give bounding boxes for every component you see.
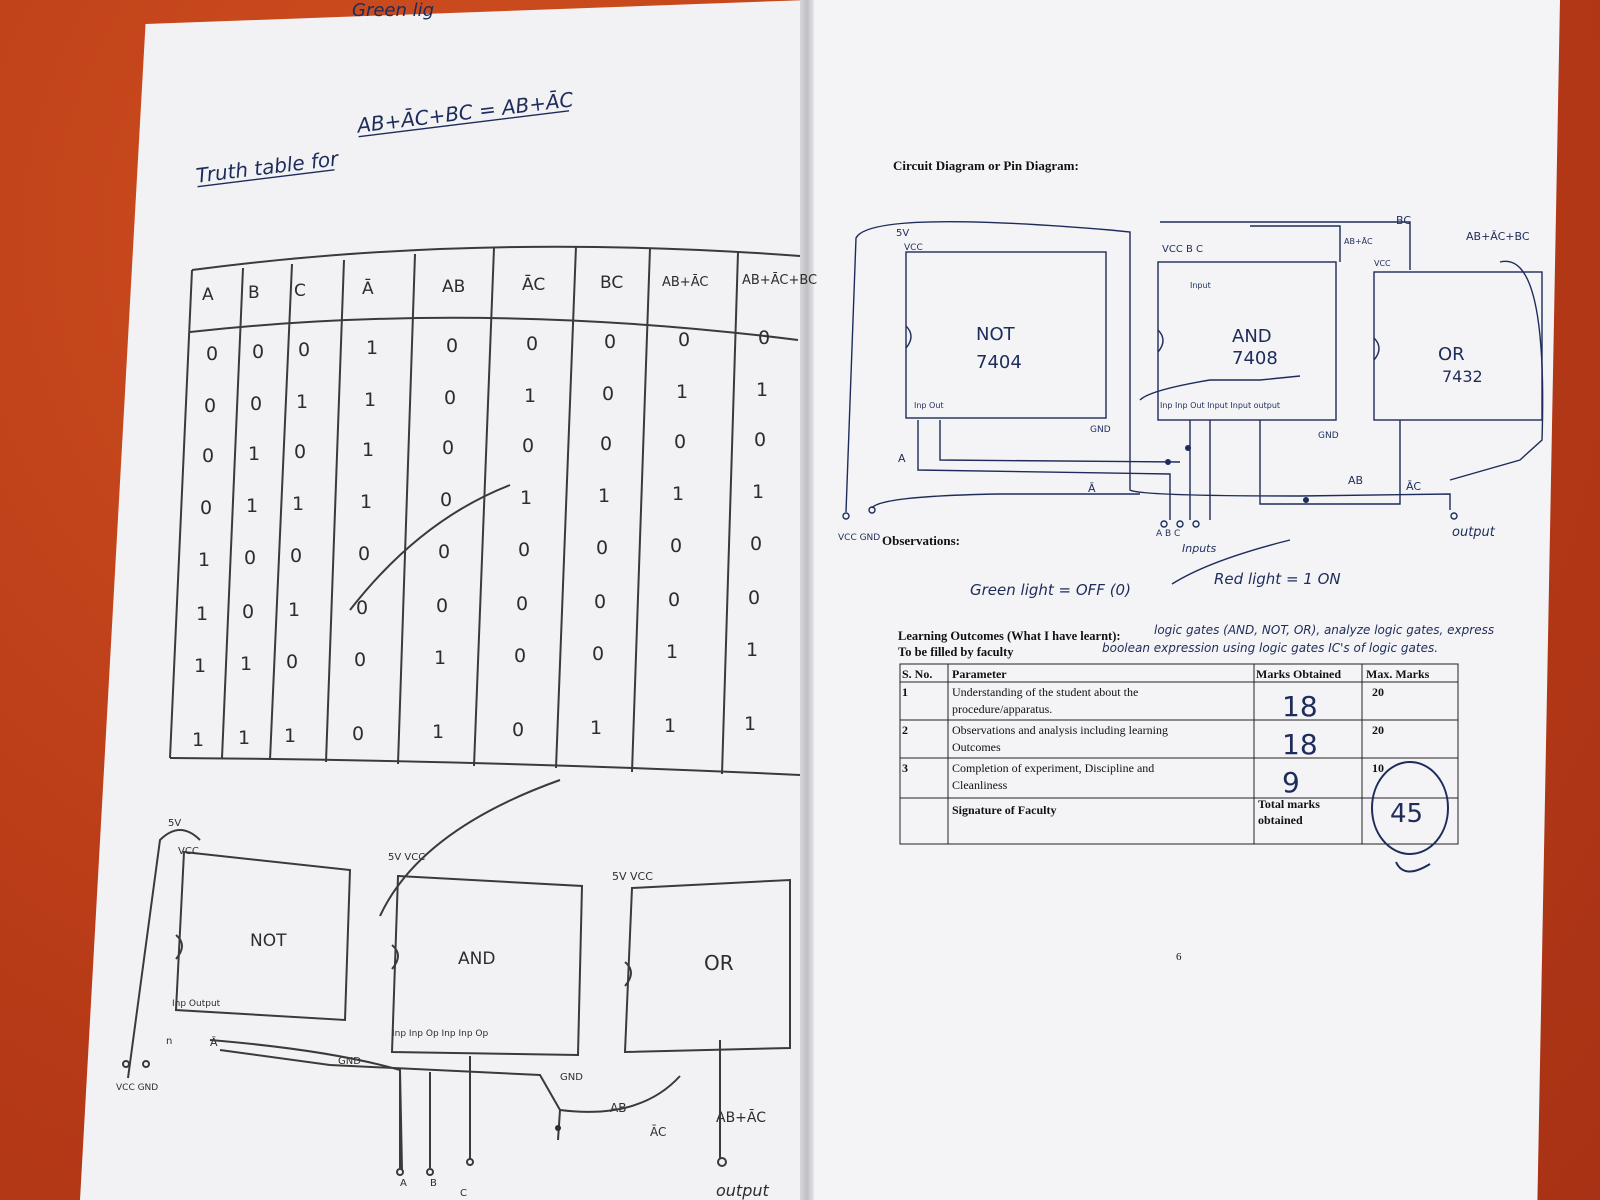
marks-row-param: Cleanliness — [952, 778, 1008, 792]
right-abc: A B C — [1156, 529, 1181, 539]
marks-table-header: S. No. — [902, 667, 933, 681]
red-light-observation: Red light = 1 ON — [1214, 570, 1341, 588]
left-and-vcc: 5V VCC — [388, 852, 426, 863]
left-not-label: NOT — [250, 931, 287, 951]
right-and-pins: Inp Inp Out Input Input output — [1160, 401, 1281, 410]
truth-table-heading — [191, 87, 578, 187]
truth-table-cell: 1 — [284, 725, 297, 747]
left-vcc-gnd: VCC GND — [116, 1083, 159, 1093]
left-ab: AB — [610, 1101, 627, 1115]
and-ic-number: 7408 — [1232, 348, 1278, 369]
or-ic-label: OR — [1438, 344, 1465, 365]
right-not-pins: Inp Out — [914, 401, 944, 410]
truth-table-cell: 0 — [442, 437, 455, 459]
truth-table-cell: 0 — [358, 543, 371, 565]
truth-table-cell: 1 — [296, 391, 309, 413]
truth-table-cell: 0 — [514, 645, 527, 667]
marks-row-max: 10 — [1372, 761, 1384, 775]
truth-table-cell: 1 — [744, 713, 757, 735]
right-output: output — [1452, 525, 1495, 540]
left-ac: ĀC — [650, 1125, 667, 1139]
left-n-mark: n — [166, 1036, 173, 1047]
truth-table-cell: 0 — [674, 431, 687, 453]
right-ab-ac-bc: AB+ĀC+BC — [1466, 230, 1530, 243]
truth-table-cell: 0 — [602, 383, 615, 405]
right-not-vcc: VCC — [904, 243, 923, 253]
marks-row-sno: 2 — [902, 723, 908, 737]
truth-table-header: B — [248, 283, 260, 303]
marks-row-max: 20 — [1372, 723, 1384, 737]
truth-table-cell: 0 — [352, 723, 365, 745]
truth-table-cell: 1 — [246, 495, 259, 517]
and-ic-label: AND — [1232, 326, 1272, 347]
left-or-label: OR — [704, 951, 734, 975]
right-bc: BC — [1396, 214, 1412, 227]
page-number: 6 — [1176, 951, 1182, 963]
truth-table-cell: 1 — [666, 641, 679, 663]
truth-table-cell: 1 — [520, 487, 533, 509]
learning-outcomes-line-1: logic gates (AND, NOT, OR), analyze logic gates, express — [1154, 623, 1495, 637]
truth-table-cell: 0 — [444, 387, 457, 409]
truth-table-cell: 1 — [364, 389, 377, 411]
truth-table-cell: 1 — [756, 379, 769, 401]
truth-table-cell: 0 — [204, 395, 217, 417]
truth-table-cell: 1 — [672, 483, 685, 505]
truth-table-cell: 0 — [446, 335, 459, 357]
truth-table-header: AB+ĀC+BC — [742, 273, 818, 288]
marks-row-sno: 3 — [902, 761, 908, 775]
heading-prefix: Truth table for — [194, 146, 340, 188]
left-or-vcc: 5V VCC — [612, 870, 653, 883]
truth-table-cell: 0 — [242, 601, 255, 623]
right-ab-ac: AB+ĀC — [1344, 237, 1373, 246]
pencil-stroke — [350, 485, 510, 610]
left-5v: 5V — [168, 818, 182, 829]
right-ab: AB — [1348, 474, 1364, 487]
or-ic-number: 7432 — [1442, 367, 1483, 386]
truth-table-cell: 1 — [432, 721, 445, 743]
truth-table-cell: 1 — [590, 717, 603, 739]
marks-row-param: procedure/apparatus. — [952, 702, 1053, 716]
left-not-gnd: GND — [338, 1056, 361, 1067]
circuit-heading: Circuit Diagram or Pin Diagram: — [893, 158, 1079, 173]
truth-table-cell: 0 — [252, 341, 265, 363]
truth-table-cell: 1 — [248, 443, 261, 465]
marks-row-param: Outcomes — [952, 740, 1001, 754]
truth-table-cell: 1 — [198, 549, 211, 571]
right-a: A — [898, 452, 906, 465]
truth-table-cell: 0 — [526, 333, 539, 355]
right-vcc-gnd: VCC GND — [838, 533, 881, 543]
learning-outcomes-line-2: boolean expression using logic gates IC's of logic gates. — [1102, 641, 1439, 655]
truth-table-headers — [202, 273, 817, 305]
truth-table-cell: 0 — [522, 435, 535, 457]
left-input-b: B — [430, 1178, 437, 1189]
truth-table-cell: 1 — [434, 647, 447, 669]
truth-table-cell: 0 — [596, 537, 609, 559]
truth-table-cell: 0 — [298, 339, 311, 361]
truth-table-cell: 0 — [670, 535, 683, 557]
marks-table-rows — [902, 685, 1384, 799]
right-ac: ĀC — [1406, 480, 1422, 493]
left-output: output — [716, 1181, 769, 1200]
right-and-gnd: GND — [1318, 431, 1339, 441]
truth-table-cell: 1 — [240, 653, 253, 675]
right-inputs: Inputs — [1182, 542, 1217, 555]
truth-table-cell: 0 — [250, 393, 263, 415]
truth-table-cell: 0 — [750, 533, 763, 555]
truth-table-cell: 1 — [362, 439, 375, 461]
truth-table-cells — [192, 327, 770, 751]
total-label-2: obtained — [1258, 813, 1303, 827]
heading-expression: AB+ĀC+BC = AB+ĀC — [355, 87, 575, 138]
truth-table-cell: 0 — [290, 545, 303, 567]
left-circuit-diagram — [116, 780, 790, 1200]
right-and-input: Input — [1190, 281, 1211, 290]
left-input-c: C — [460, 1188, 467, 1199]
left-ab-ac: AB+ĀC — [716, 1110, 767, 1126]
top-scribble: Green lig — [352, 0, 435, 21]
truth-table-cell: 0 — [758, 327, 771, 349]
left-and-gnd: GND — [560, 1072, 583, 1083]
truth-table-cell: 0 — [244, 547, 257, 569]
right-5v: 5V — [896, 228, 910, 239]
truth-table-cell: 1 — [752, 481, 765, 503]
marks-row-sno: 1 — [902, 685, 908, 699]
truth-table-cell: 1 — [238, 727, 251, 749]
total-marks-value: 45 — [1390, 799, 1424, 829]
marks-row-param: Understanding of the student about the — [952, 685, 1139, 699]
truth-table-cell: 0 — [604, 331, 617, 353]
truth-table-header: ĀC — [522, 275, 546, 295]
truth-table-cell: 0 — [668, 589, 681, 611]
truth-table-cell: 0 — [512, 719, 525, 741]
marks-row-obtained: 9 — [1282, 766, 1300, 799]
truth-table-cell: 1 — [194, 655, 207, 677]
truth-table-cell: 1 — [292, 493, 305, 515]
marks-row-max: 20 — [1372, 685, 1384, 699]
truth-table-cell: 0 — [294, 441, 307, 463]
truth-table-cell: 0 — [356, 597, 369, 619]
truth-table-cell: 1 — [192, 729, 205, 751]
truth-table-header: AB — [442, 277, 466, 297]
left-not-pins: Inp Output — [172, 999, 221, 1009]
faculty-label: To be filled by faculty — [898, 645, 1014, 659]
truth-table-cell: 1 — [196, 603, 209, 625]
truth-table-cell: 0 — [754, 429, 767, 451]
truth-table-header: C — [294, 281, 306, 301]
left-a-bar: Ā — [210, 1036, 218, 1049]
truth-table-cell: 0 — [518, 539, 531, 561]
truth-table-cell: 0 — [438, 541, 451, 563]
not-ic-label: NOT — [976, 324, 1015, 345]
marks-row-obtained: 18 — [1282, 690, 1318, 723]
left-input-a: A — [400, 1178, 407, 1189]
truth-table-cell: 0 — [440, 489, 453, 511]
truth-table-cell: 0 — [202, 445, 215, 467]
truth-table-cell: 0 — [592, 643, 605, 665]
truth-table-header: A — [202, 285, 214, 305]
right-a-bar: Ā — [1088, 482, 1096, 495]
left-and-pins: Inp Inp Op Inp Inp Op — [392, 1029, 489, 1039]
green-light-observation: Green light = OFF (0) — [970, 581, 1131, 599]
left-vcc: VCC — [178, 846, 199, 857]
truth-table-header: BC — [600, 273, 624, 293]
faculty-signature-mark — [1396, 862, 1430, 872]
truth-table-cell: 0 — [206, 343, 219, 365]
truth-table-cell: 0 — [516, 593, 529, 615]
learning-outcomes-label: Learning Outcomes (What I have learnt): — [898, 629, 1121, 643]
truth-table-cell: 0 — [436, 595, 449, 617]
truth-table-header: Ā — [362, 279, 374, 299]
truth-table-cell: 0 — [600, 433, 613, 455]
truth-table-cell: 1 — [664, 715, 677, 737]
truth-table-cell: 0 — [594, 591, 607, 613]
marks-table-header: Marks Obtained — [1256, 667, 1342, 681]
truth-table-cell: 1 — [524, 385, 537, 407]
marks-row-param: Completion of experiment, Discipline and — [952, 761, 1155, 775]
marks-row-obtained: 18 — [1282, 728, 1318, 761]
right-circuit-diagram — [838, 214, 1543, 555]
marks-table-header: Max. Marks — [1366, 667, 1430, 681]
marks-row-param: Observations and analysis including learning — [952, 723, 1168, 737]
right-or-vcc: VCC — [1374, 259, 1391, 268]
signature-label: Signature of Faculty — [952, 803, 1057, 817]
not-ic-number: 7404 — [976, 352, 1022, 373]
truth-table-cell: 0 — [678, 329, 691, 351]
truth-table — [170, 246, 800, 775]
truth-table-cell: 1 — [288, 599, 301, 621]
marks-table-headers — [902, 667, 1430, 681]
truth-table-cell: 0 — [200, 497, 213, 519]
right-not-gnd: GND — [1090, 425, 1111, 435]
truth-table-cell: 1 — [676, 381, 689, 403]
marks-table-header: Parameter — [952, 667, 1007, 681]
truth-table-cell: 1 — [746, 639, 759, 661]
total-label-1: Total marks — [1258, 797, 1320, 811]
left-and-label: AND — [458, 949, 496, 969]
right-and-vcc-bc: VCC B C — [1162, 244, 1204, 255]
truth-table-cell: 0 — [748, 587, 761, 609]
truth-table-cell: 0 — [354, 649, 367, 671]
truth-table-cell: 1 — [360, 491, 373, 513]
truth-table-cell: 0 — [286, 651, 299, 673]
truth-table-cell: 1 — [366, 337, 379, 359]
truth-table-cell: 1 — [598, 485, 611, 507]
truth-table-header: AB+ĀC — [662, 275, 709, 290]
observations-heading: Observations: — [882, 533, 960, 548]
